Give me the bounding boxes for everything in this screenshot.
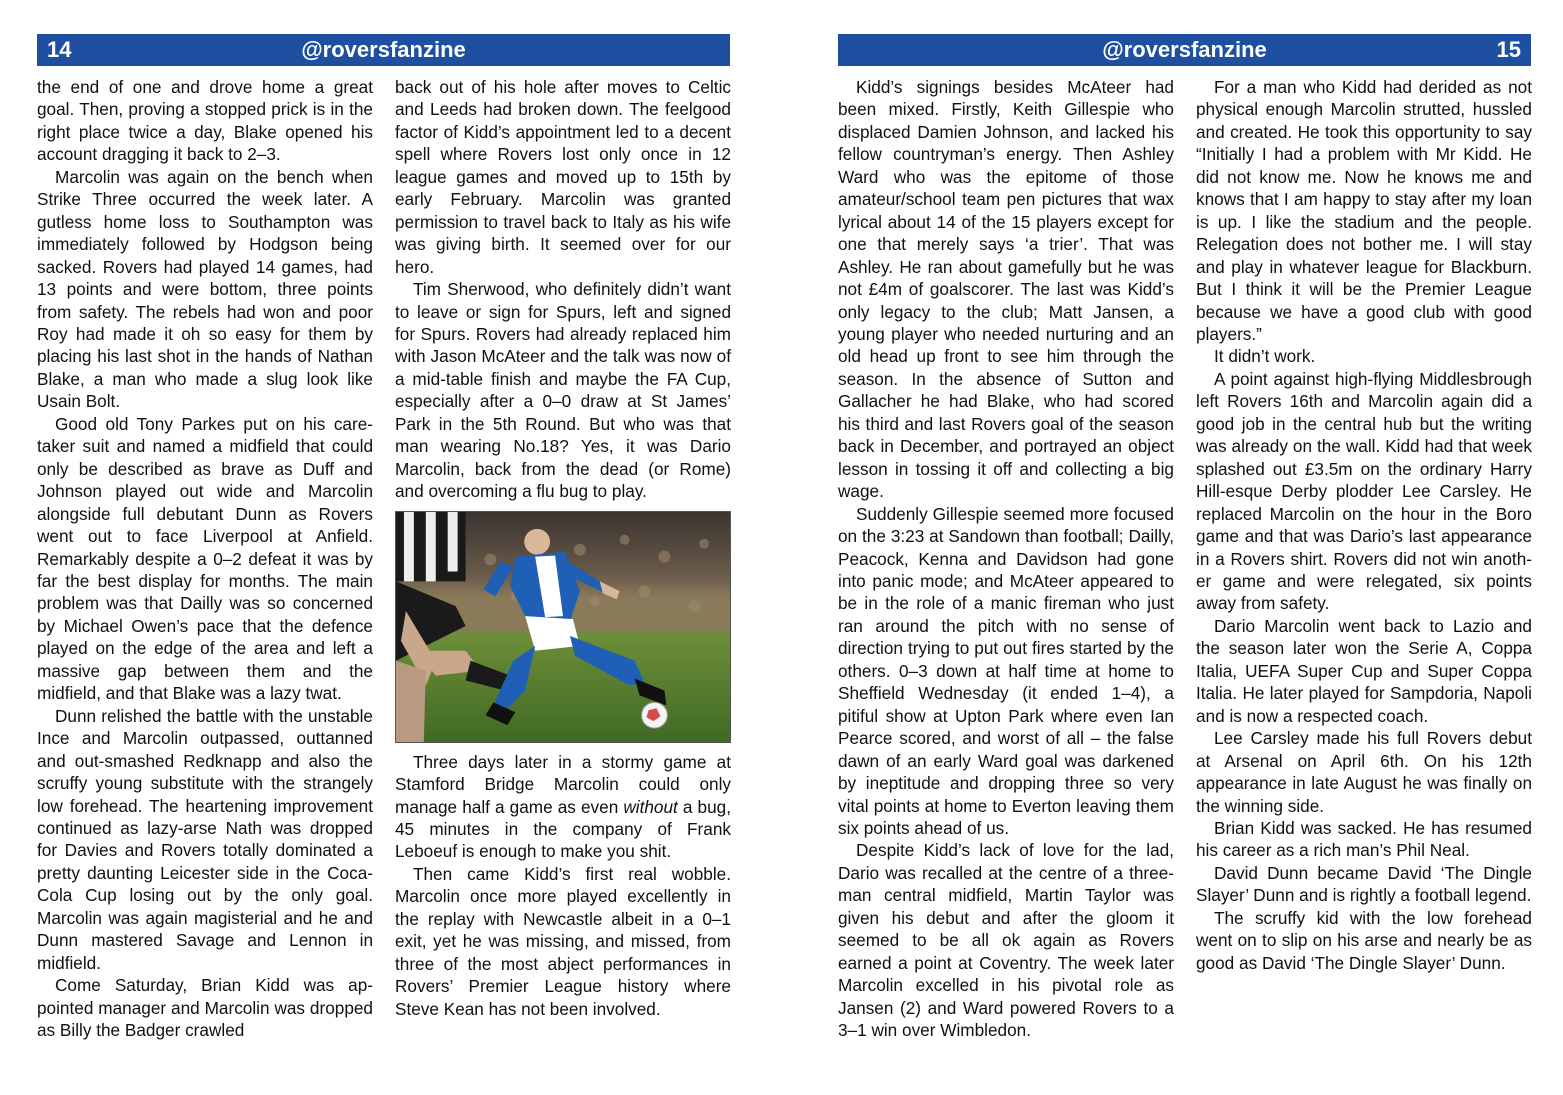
paragraph: David Dunn became David ‘The Dingle Slayer’ Dunn and is rightly a football legend. — [1196, 862, 1532, 906]
paragraph: Dario Marcolin went back to Lazio and the season later won the Serie A, Coppa Italia, UEFA Super Cup and Super Coppa Italia. He later played for Sampdoria, Napoli and is now a respected coach. — [1196, 615, 1532, 726]
fanzine-handle-left: @roversfanzine — [301, 37, 466, 62]
paragraph-text: Three days later in a stormy game at Stamford Bridge Marcolin could only manage half a game as even — [395, 751, 731, 817]
football — [642, 702, 668, 728]
article-column-4 — [1196, 76, 1532, 974]
paragraph: Marcolin was again on the bench when Strike Three occurred the week later. A gutless home loss to Southampton was immediately followed by Hodgson being sacked. Rovers had played 14 games, had 13 points and were bottom, three points from safety. The rebels had won and poor Roy had made it oh so easy for them by placing his last shot in the hands of Nathan Blake, a man who made a slug look like Usain Bolt. — [37, 166, 373, 412]
paragraph: Suddenly Gillespie seemed more focused on the 3:23 at Sandown than football; Dailly, Peacock, Kenna and Davidson had gone into panic mode; and McAteer appeared to be in the role of a manic fireman who just ran around the pitch with no sense of direction trying to put out fires started by the others. 0–3 down at half time at home to Sheffield Wednesday (it ended 1–4), a pitiful show at Upton Park where even Ian Pearce scored, and worst of all – the false dawn of an early Ward goal was darkened by ineptitude and dropping three so very vital points at home to Everton leaving them six points ahead of us. — [838, 503, 1174, 838]
paragraph: Come Saturday, Brian Kidd was appointed manager and Marcolin was dropped as Billy the Badger crawled — [37, 975, 373, 1041]
paragraph: A point against high-flying Middlesbrough left Rovers 16th and Marcolin again did a good job in the central hub but the writing was already on the wall. Kidd had that week splashed out £3.5m on the ordinary Harry Hill-esque Derby plodder Lee Carsley. He replaced Marcolin on the hour in the Boro game and that was Dario’s last appearance in a Rovers shirt. Rovers did not win another game and were relegated, six points away from safety. — [1196, 368, 1532, 614]
paragraph: Brian Kidd was sacked. He has resumed his career as a rich man’s Phil Neal. — [1196, 817, 1532, 861]
paragraph: For a man who Kidd had derided as not physical enough Marcolin strutted, hussled and created. He took this opportunity to say “Initially I had a problem with Mr Kidd. He did not know me. Now he knows me and knows that I am happy to stay after my loan is up. I like the stadium and the people. Relegation does not bother me. I will stay and play in whatever league for Blackburn. But I think it will be the Premier League because we have a good club with good players.” — [1196, 77, 1532, 344]
paragraph: back out of his hole after moves to Celtic and Leeds had broken down. The feelgood factor of Kidd’s appointment led to a decent spell where Rovers lost only once in 12 league games and moved up to 15th by early February. Marcolin was granted permission to travel back to Italy as his wife was giving birth. It seemed over for our hero. — [395, 77, 731, 277]
paragraph: Tim Sherwood, who definitely didn’t want to leave or sign for Spurs, left and signed for Spurs. Rovers had already replaced him with Jason McAteer and the talk was now of a mid-table finish and maybe the FA Cup, especially after a 0–0 draw at St James’ Park in the 5th Round. But who was that man wearing No.18? Yes, it was Dario Marcolin, back from the dead (or Rome) and overcoming a flu bug to play. — [395, 279, 731, 502]
paragraph: Good old Tony Parkes put on his caretaker suit and named a midfield that could only be described as brave as Duff and Johnson played out wide and Marcolin alongside full debutant Dunn as Rovers went out to face Liverpool at Anfield. Remarkably despite a 0–2 defeat it was by far the best display for months. The main problem was that Dailly was so concerned by Michael Owen’s pace that the defence played on the edge of the area and left a massive gap between them and the midfield, and that Blake was a lazy twat. — [37, 413, 373, 704]
paragraph: Dunn relished the battle with the unstable Ince and Marcolin outpassed, outtanned and out-smashed Redknapp and also the scruffy young substitute with the strangely low forehead. The heartening improvement continued as lazy-arse Nath was dropped for Davies and Rovers totally dominated a pretty daunting Leicester side in the Coca-Cola Cup losing out by the only goal. Marcolin was again magisterial and he and Dunn mastered Savage and Lennon in midfield. — [37, 705, 373, 973]
fanzine-handle-right: @roversfanzine — [1102, 37, 1267, 62]
page-number-left: 14 — [47, 37, 72, 62]
paragraph: The scruffy kid with the low forehead went on to slip on his arse and nearly be as good as David ‘The Dingle Slayer’ Dunn. — [1196, 907, 1532, 973]
paragraph: Despite Kidd’s lack of love for the lad, Dario was recalled at the centre of a three-man central midfield, Martin Taylor was given his debut and after the gloom it seemed to be all ok again as Rovers earned a point at Coventry. The week later Marcolin excelled in his pivotal role as Jansen (2) and Ward powered Rovers to a 3–1 win over Wimbledon. — [838, 840, 1174, 1041]
football-action-photo — [395, 511, 731, 743]
paragraph: Then came Kidd’s first real wobble. Marcolin once more played excellently in the replay with Newcastle albeit in a 0–1 exit, yet he was missing, and missed, from three of the most abject performances in Rovers’ Premier League history where Steve Kean has not been involved. — [395, 863, 731, 1019]
article-column-3 — [838, 76, 1174, 1041]
paragraph: It didn’t work. — [1214, 346, 1316, 367]
article-column-2 — [395, 76, 731, 1020]
paragraph: Lee Carsley made his full Rovers debut at Arsenal on April 6th. On his 12th appearance in late August he was finally on the winning side. — [1196, 728, 1532, 816]
paragraph: the end of one and drove home a great goal. Then, proving a stopped prick is in the right place twice a day, Blake opened his account dragging it back to 2–3. — [37, 77, 373, 165]
emphasis-text: without — [623, 796, 678, 817]
page-header-left — [37, 34, 730, 66]
paragraph-text: a bug, 45 minutes in the company of Frank Leboeuf is enough to make you shit. — [395, 796, 732, 862]
page-number-right: 15 — [1496, 37, 1521, 62]
paragraph — [395, 751, 731, 863]
paragraph: Kidd’s signings besides McAteer had been mixed. Firstly, Keith Gillespie who displaced Damien Johnson, and lacked his fellow countryman’s energy. Then Ashley Ward who was the epitome of those amateur/school team pen pictures that wax lyrical about 14 of the 15 players except for one that merely says ‘a trier’. That was Ashley. He ran about gamefully but he was not £4m of goalscorer. The last was Kidd’s only legacy to the club; Matt Jansen, a young player who needed nurturing and an old head up front to see him through the season. In the absence of Sutton and Gallacher he had Blake, who had scored his third and last Rovers goal of the season back in December, and portrayed an object lesson in tossing it off and collecting a big wage. — [838, 77, 1174, 502]
page-header-right — [838, 34, 1531, 66]
article-column-1 — [37, 76, 373, 1041]
